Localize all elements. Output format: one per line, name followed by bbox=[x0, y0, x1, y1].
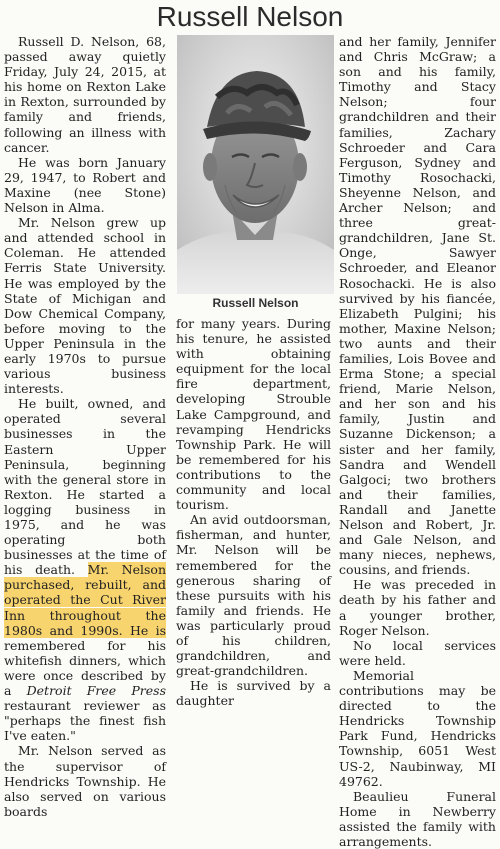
text-run: restaurant reviewer as "perhaps the finest fish I've eaten." bbox=[4, 698, 166, 744]
paragraph: Mr. Nelson served as the supervisor of Hendricks Township. He also served on various boards bbox=[4, 743, 166, 819]
column-2 bbox=[176, 316, 331, 708]
newspaper-name: Detroit Free Press bbox=[26, 683, 166, 699]
paragraph: No local services were held. bbox=[339, 637, 496, 668]
paragraph: Beaulieu Funeral Home in Newberry assisted the family with arrangements. bbox=[339, 788, 496, 849]
paragraph: and her family, Jennifer and Chris McGraw; a son and his family, Timothy and Stacy Nelson; four grandchildren and their families, Zachary Schroeder and Cara Ferguson, Sydney and Timothy Rosochacki, Sheyenne Nelson, and Archer Nelson; and three great-grandchildren, Jane St. Onge, Sawyer Schroeder, and Eleanor Rosochacki. He is also survived by his fiancée, Elizabeth Pulgini; his mother, Maxine Nelson; two aunts and their families, Lois Bovee and Erma Stone; a special friend, Marie Nelson, and her son and his family, Justin and Suzanne Dickenson; a sister and her family, Sandra and Wendell Galgoci; two brothers and their families, Randall and Janette Nelson and Robert, Jr. and Gale Nelson, and many nieces, nephews, cousins, and friends. bbox=[339, 34, 496, 578]
obituary-headline: Russell Nelson bbox=[156, 1, 344, 32]
paragraph: He was preceded in death by his father and a younger brother, Roger Nelson. bbox=[339, 577, 496, 638]
portrait-photo bbox=[177, 35, 334, 294]
paragraph: Memorial contributions may be directed to the Hendricks Township Park Fund, Hendricks Township, 6051 West US-2, Naubinway, MI 49762. bbox=[339, 667, 496, 789]
paragraph bbox=[4, 396, 166, 743]
paragraph: An avid outdoorsman, fisherman, and hunter, Mr. Nelson will be remembered for the generous sharing of these pursuits with his family and friends. He was particularly proud of his children, grandchildren, and great-grandchildren. bbox=[176, 512, 331, 679]
paragraph: He was born January 29, 1947, to Robert and Maxine (nee Stone) Nelson in Alma. bbox=[4, 154, 166, 216]
column-1 bbox=[4, 34, 166, 819]
portrait-image bbox=[177, 35, 334, 294]
highlighted-text: Mr. Nelson purchased, rebuilt, and operated the Cut River Inn throughout the 1980s and 1990s. He is bbox=[4, 562, 166, 638]
photo-caption: Russell Nelson bbox=[212, 296, 299, 310]
paragraph: He is survived by a daughter bbox=[176, 678, 331, 709]
column-3 bbox=[339, 34, 496, 849]
paragraph: Mr. Nelson grew up and attended school in Coleman. He attended Ferris State University. He was employed by the State of Michigan and Dow Chemical Company, before moving to the Upper Peninsula in the early 1970s to pursue various business interests. bbox=[4, 215, 166, 397]
text-run: remembered for his whitefish dinners, which were once described by a bbox=[4, 637, 166, 699]
text-run: He built, owned, and operated several businesses in the Eastern Upper Peninsula, beginning with the general store in Rexton. He started a logging business in 1975, and he was operating both businesses at the time of his death. bbox=[4, 396, 166, 578]
paragraph: for many years. During his tenure, he assisted with obtaining equipment for the local fire department, developing Strouble Lake Campground, and revamping Hendricks Township Park. He will be remembered for his contributions to the community and local tourism. bbox=[176, 316, 331, 513]
paragraph: Russell D. Nelson, 68, passed away quietly Friday, July 24, 2015, at his home on Rexton Lake in Rexton, surrounded by family and friends, following an illness with cancer. bbox=[4, 34, 166, 155]
